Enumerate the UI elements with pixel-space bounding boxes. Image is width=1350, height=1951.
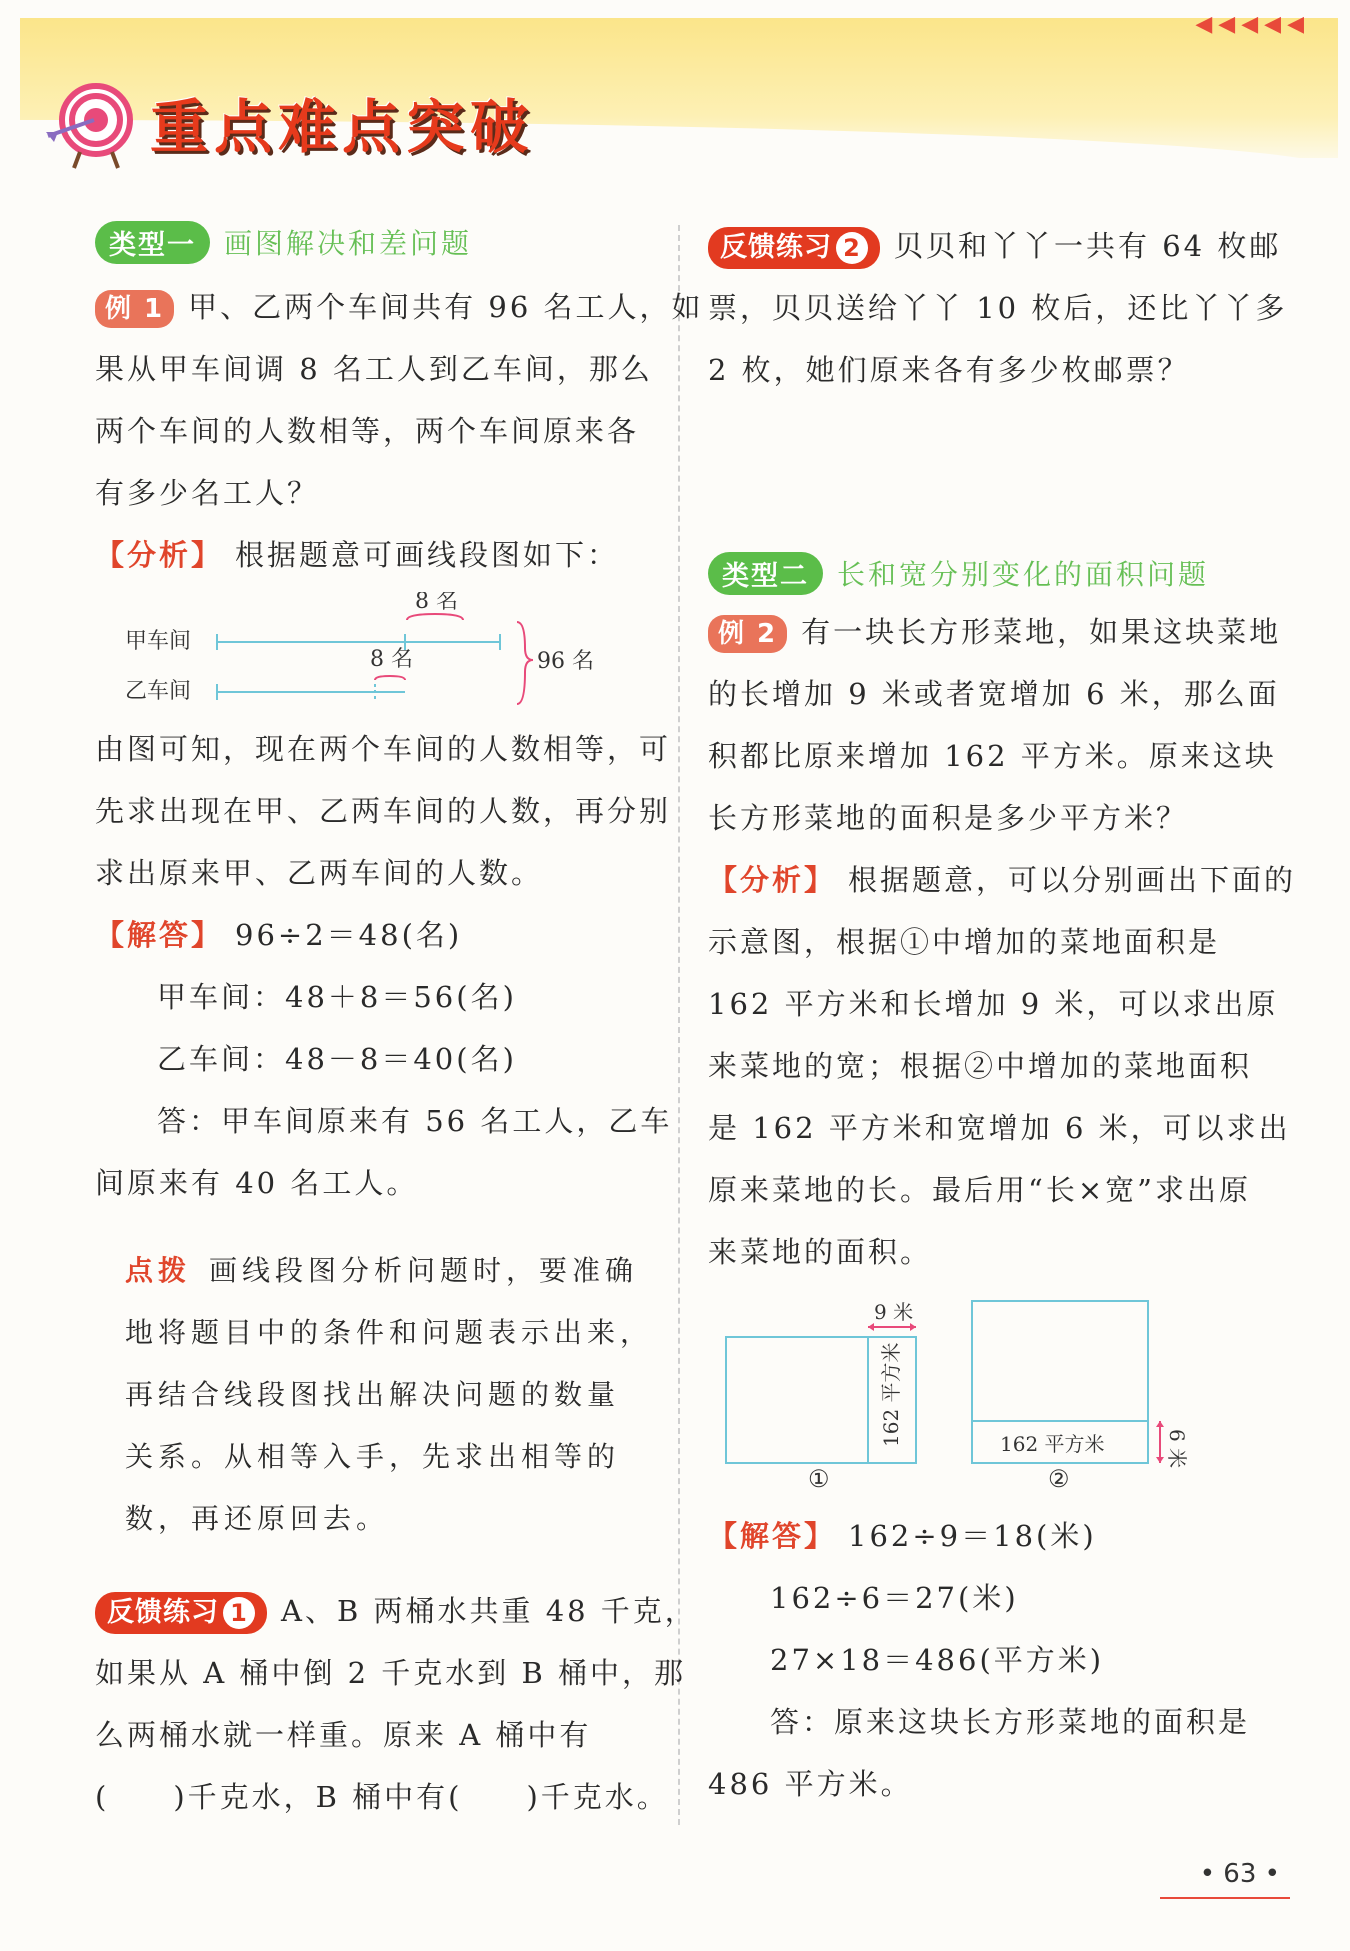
analysis-label: 【分析】: [95, 538, 224, 572]
feedback-line: 2 枚，她们原来各有多少枚邮票？: [708, 353, 1190, 387]
analysis-2: [708, 849, 1297, 1283]
right-column: [708, 215, 1297, 1815]
feedback-badge-1: [95, 1592, 267, 1634]
answer-line: 162÷9＝18(米): [848, 1519, 1097, 1553]
analysis-line: 162 平方米和长增加 9 米，可以求出原: [708, 987, 1279, 1021]
feedback-line: 贝贝和丫丫一共有 64 枚邮: [894, 229, 1282, 263]
diagram-mid-label: 8 名: [370, 647, 413, 672]
answer-line: 486 平方米。: [708, 1767, 913, 1801]
feedback-line: 票，贝贝送给丫丫 10 枚后，还比丫丫多: [708, 291, 1288, 325]
fig1-area-label: 162 平方米: [879, 1342, 903, 1447]
answer-label: 【解答】: [95, 918, 224, 952]
feedback-line: 如果从 A 桶中倒 2 千克水到 B 桶中，那: [95, 1656, 687, 1690]
feedback-badge-2: [708, 227, 880, 269]
explanation-line: 求出原来甲、乙两车间的人数。: [95, 856, 544, 890]
example-2-line: 有一块长方形菜地，如果这块菜地: [801, 615, 1282, 649]
example-1: [95, 276, 704, 586]
answer-line: 答：甲车间原来有 56 名工人，乙车: [157, 1104, 673, 1138]
diagram-label-yi: 乙车间: [125, 679, 192, 704]
analysis-text: 根据题意可画线段图如下：: [235, 538, 620, 572]
diagram-explanation: [95, 718, 672, 904]
feedback-2: [708, 215, 1288, 401]
target-icon: [44, 72, 144, 172]
diagram-total-label: 96 名: [537, 649, 594, 674]
analysis-line: 来菜地的面积。: [708, 1235, 933, 1269]
fig2-caption: ②: [1048, 1465, 1070, 1491]
answer-line: 162÷6＝27(米): [770, 1581, 1019, 1615]
example-badge-2: 例 2: [708, 615, 787, 653]
example-1-line: 有多少名工人？: [95, 476, 320, 510]
example-1-line: 甲、乙两个车间共有 96 名工人，如: [188, 290, 704, 324]
answer-line: 乙车间：48－8＝40(名): [157, 1042, 517, 1076]
analysis-line: 示意图，根据①中增加的菜地面积是: [708, 925, 1221, 959]
example-2-line: 的长增加 9 米或者宽增加 6 米，那么面: [708, 677, 1280, 711]
example-badge-1: 例 1: [95, 290, 174, 328]
answer-label: 【解答】: [708, 1519, 837, 1553]
answer-line: 甲车间：48＋8＝56(名): [157, 980, 517, 1014]
answer-1: [95, 904, 673, 1214]
feedback-line: ( )千克水，B 桶中有( )千克水。: [95, 1780, 669, 1814]
page-number-underline: [1160, 1897, 1290, 1899]
analysis-line: 原来菜地的长。最后用“长×宽”求出原: [708, 1173, 1251, 1207]
analysis-label: 【分析】: [708, 863, 837, 897]
explanation-line: 先求出现在甲、乙两车间的人数，再分别: [95, 794, 672, 828]
feedback-badge-text: 反馈练习: [107, 1597, 219, 1628]
example-2-line: 积都比原来增加 162 平方米。原来这块: [708, 739, 1277, 773]
diagram-label-jia: 甲车间: [125, 629, 192, 654]
type-tag-1: 类型一: [95, 221, 210, 264]
example-1-line: 果从甲车间调 8 名工人到乙车间，那么: [95, 352, 653, 386]
answer-2: [708, 1505, 1268, 1815]
fig1-caption: ①: [808, 1465, 830, 1491]
example-2: [708, 601, 1282, 849]
tip-line: 再结合线段图找出解决问题的数量: [125, 1378, 621, 1411]
area-diagrams: [708, 1291, 1268, 1491]
left-column: [95, 220, 704, 1828]
line-segment-diagram: [125, 592, 645, 712]
page-number: • 63 •: [1199, 1859, 1280, 1889]
tip-line: 地将题目中的条件和问题表示出来，: [125, 1316, 654, 1349]
example-2-line: 长方形菜地的面积是多少平方米？: [708, 801, 1189, 835]
type-heading-1: [95, 220, 472, 264]
feedback-1: [95, 1580, 697, 1828]
answer-line: 27×18＝486(平方米): [770, 1643, 1105, 1677]
analysis-line: 是 162 平方米和宽增加 6 米，可以求出: [708, 1111, 1291, 1145]
diagram-top-label: 8 名: [415, 592, 458, 614]
explanation-line: 由图可知，现在两个车间的人数相等，可: [95, 732, 672, 766]
decorative-arrows-icon: ◀◀◀◀◀: [1195, 12, 1310, 37]
type-tag-2: 类型二: [708, 552, 823, 595]
feedback-number: 2: [836, 232, 868, 264]
type-title-2: 长和宽分别变化的面积问题: [837, 558, 1210, 591]
tip-line: 关系。从相等入手，先求出相等的: [125, 1440, 621, 1473]
feedback-line: 么两桶水就一样重。原来 A 桶中有: [95, 1718, 592, 1752]
tip-line: 数，再还原回去。: [125, 1502, 390, 1535]
fig1-width-label: 9 米: [874, 1300, 914, 1324]
example-1-line: 两个车间的人数相等，两个车间原来各: [95, 414, 640, 448]
tip-label: 点拨: [125, 1254, 192, 1287]
feedback-badge-text: 反馈练习: [720, 232, 832, 263]
fig2-height-label: 6 米: [1165, 1429, 1189, 1469]
tip-line: 画线段图分析问题时，要准确: [209, 1254, 639, 1287]
feedback-number: 1: [223, 1597, 255, 1629]
type-title-1: 画图解决和差问题: [224, 227, 473, 260]
analysis-line: 来菜地的宽；根据②中增加的菜地面积: [708, 1049, 1253, 1083]
feedback-line: A、B 两桶水共重 48 千克，: [281, 1594, 697, 1628]
column-divider: [678, 225, 680, 1825]
tip-box: [125, 1240, 655, 1550]
analysis-line: 根据题意，可以分别画出下面的: [848, 863, 1297, 897]
fig2-area-label: 162 平方米: [1000, 1432, 1105, 1456]
answer-line: 答：原来这块长方形菜地的面积是: [770, 1705, 1251, 1739]
page-title: 重点难点突破: [150, 93, 535, 161]
type-heading-2: [708, 551, 1209, 595]
answer-line: 96÷2＝48(名): [235, 918, 463, 952]
answer-line: 间原来有 40 名工人。: [95, 1166, 419, 1200]
